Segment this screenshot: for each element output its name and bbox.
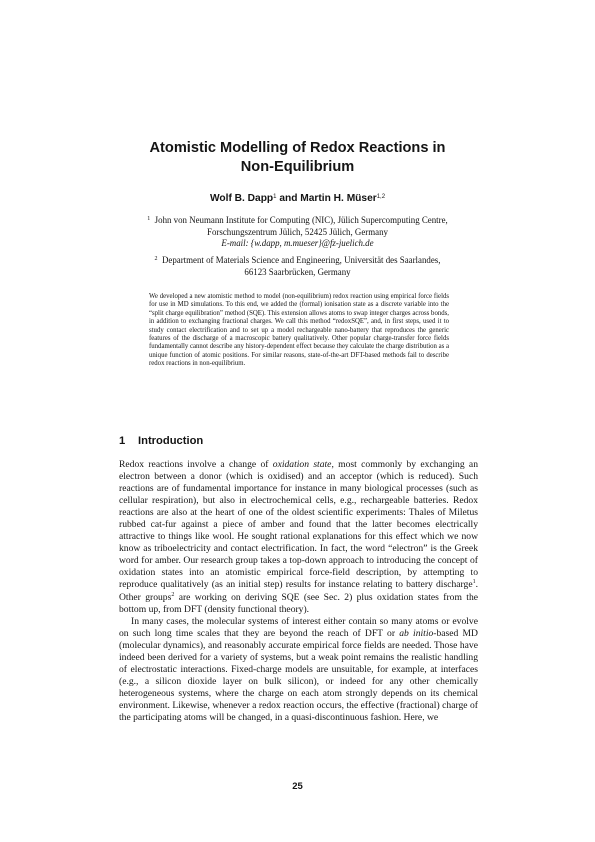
body-text	[119, 459, 478, 724]
author-connector: and	[276, 193, 301, 204]
paragraph: In many cases, the molecular systems of interest either contain so many atoms or evolve on such long time scales that they are beyond the reach of DFT or ab initio-based MD (molecular dynamics), and reasonably accurate empirical force fields are needed. Those have indeed been derived for a variety of systems, but a weak point remains the realistic handling of electrostatic interactions. Fixed-charge models are unsuitable, for example, at interfaces (e.g., a silicon dioxide layer on bulk silicon), or indeed for any other chemically heterogeneous systems, where the charge on each atom strongly depends on its chemical environment. Likewise, whenever a redox reaction occurs, the effective (fractional) charge of the participating atoms will be changed, in a quasi-discontinuous fashion. Here, we	[119, 615, 478, 723]
author-list	[0, 193, 595, 204]
author-email: E-mail: {w.dapp, m.mueser}@fz-juelich.de	[221, 238, 374, 249]
affiliation-marker: 2	[154, 256, 158, 262]
paper-title-line-2: Non-Equilibrium	[240, 159, 355, 175]
affiliation-line: $^1$ John von Neumann Institute for Computing (NIC), Jülich Supercomputing Centre,	[147, 215, 448, 225]
affiliation-line: 66123 Saarbrücken, Germany	[244, 266, 351, 277]
affiliation-line: Forschungszentrum Jülich, 52425 Jülich, Germany	[207, 226, 388, 237]
author-name: Wolf B. Dapp	[209, 193, 274, 204]
affiliation-line: $^2$ Department of Materials Science and Engineering, Universität des Saarlandes,	[154, 255, 441, 265]
citation-ref: 2	[171, 591, 175, 598]
section-heading	[119, 435, 203, 447]
abstract	[149, 293, 449, 369]
affiliation-marker: 1	[273, 194, 277, 200]
paper-title-line-1: Atomistic Modelling of Redox Reactions in	[149, 140, 446, 156]
section-title: Introduction	[138, 435, 204, 447]
paragraph: Redox reactions involve a change of oxidation state, most commonly by exchanging an electron between a donor (which is oxidised) and an acceptor (which is reduced). Such reactions are of fundamental importance for instance in many biological processes (such as cellular respiration), but also in electrochemical cells, e.g., rechargeable batteries. Redox reactions are also at the heart of one of the oldest scientific experiments: Thales of Miletus rubbed cat-fur against a piece of amber and found that the latter becomes electrically attractive to things like wool. He sought rational explanations for this effect which we now know as triboelectricity and contact electrification. In fact, the word “electron” is the Greek word for amber. Our research group takes a top-down approach to introducing the concept of oxidation states into an atomistic empirical force-field description, by attempting to reproduce qualitatively (as an initial step) results for instance relating to battery discharge$^1$. Other groups$^2$ are working on deriving SQE (see Sec. 2) plus oxidation states from the bottom up, from DFT (density functional theory).	[119, 459, 478, 615]
affiliation-marker: 1	[147, 216, 151, 222]
section-number: 1	[119, 435, 126, 447]
affiliation-marker: 1,2	[376, 194, 386, 200]
affiliation-2	[0, 254, 595, 278]
citation-ref: 1	[472, 579, 476, 586]
affiliation-1	[0, 214, 595, 250]
author-name: Martin H. Müser	[300, 193, 377, 204]
page-number: 25	[292, 781, 303, 792]
abstract-text: We developed a new atomistic method to model (non-equilibrium) redox reaction using empirical force fields for use in MD simulations. To this end, we added the (formal) ionisation state as a discrete variable into the “split charge equilibration” method (SQE). This extension allows atoms to swap integer charges across bonds, in addition to exchanging fractional charges. We call this method “redoxSQE”, and, in first steps, used it to study contact electrification and to set up a model rechargeable nano-battery that reproduces the generic features of the discharge of a macroscopic battery qualitatively. Other popular charge-transfer force fields fundamentally cannot describe any history-dependent effect because they calculate the charge distribution as a unique function of atomic positions. For similar reasons, state-of-the-art DFT-based methods fail to describe redox reactions in non-equilibrium.	[149, 293, 450, 368]
